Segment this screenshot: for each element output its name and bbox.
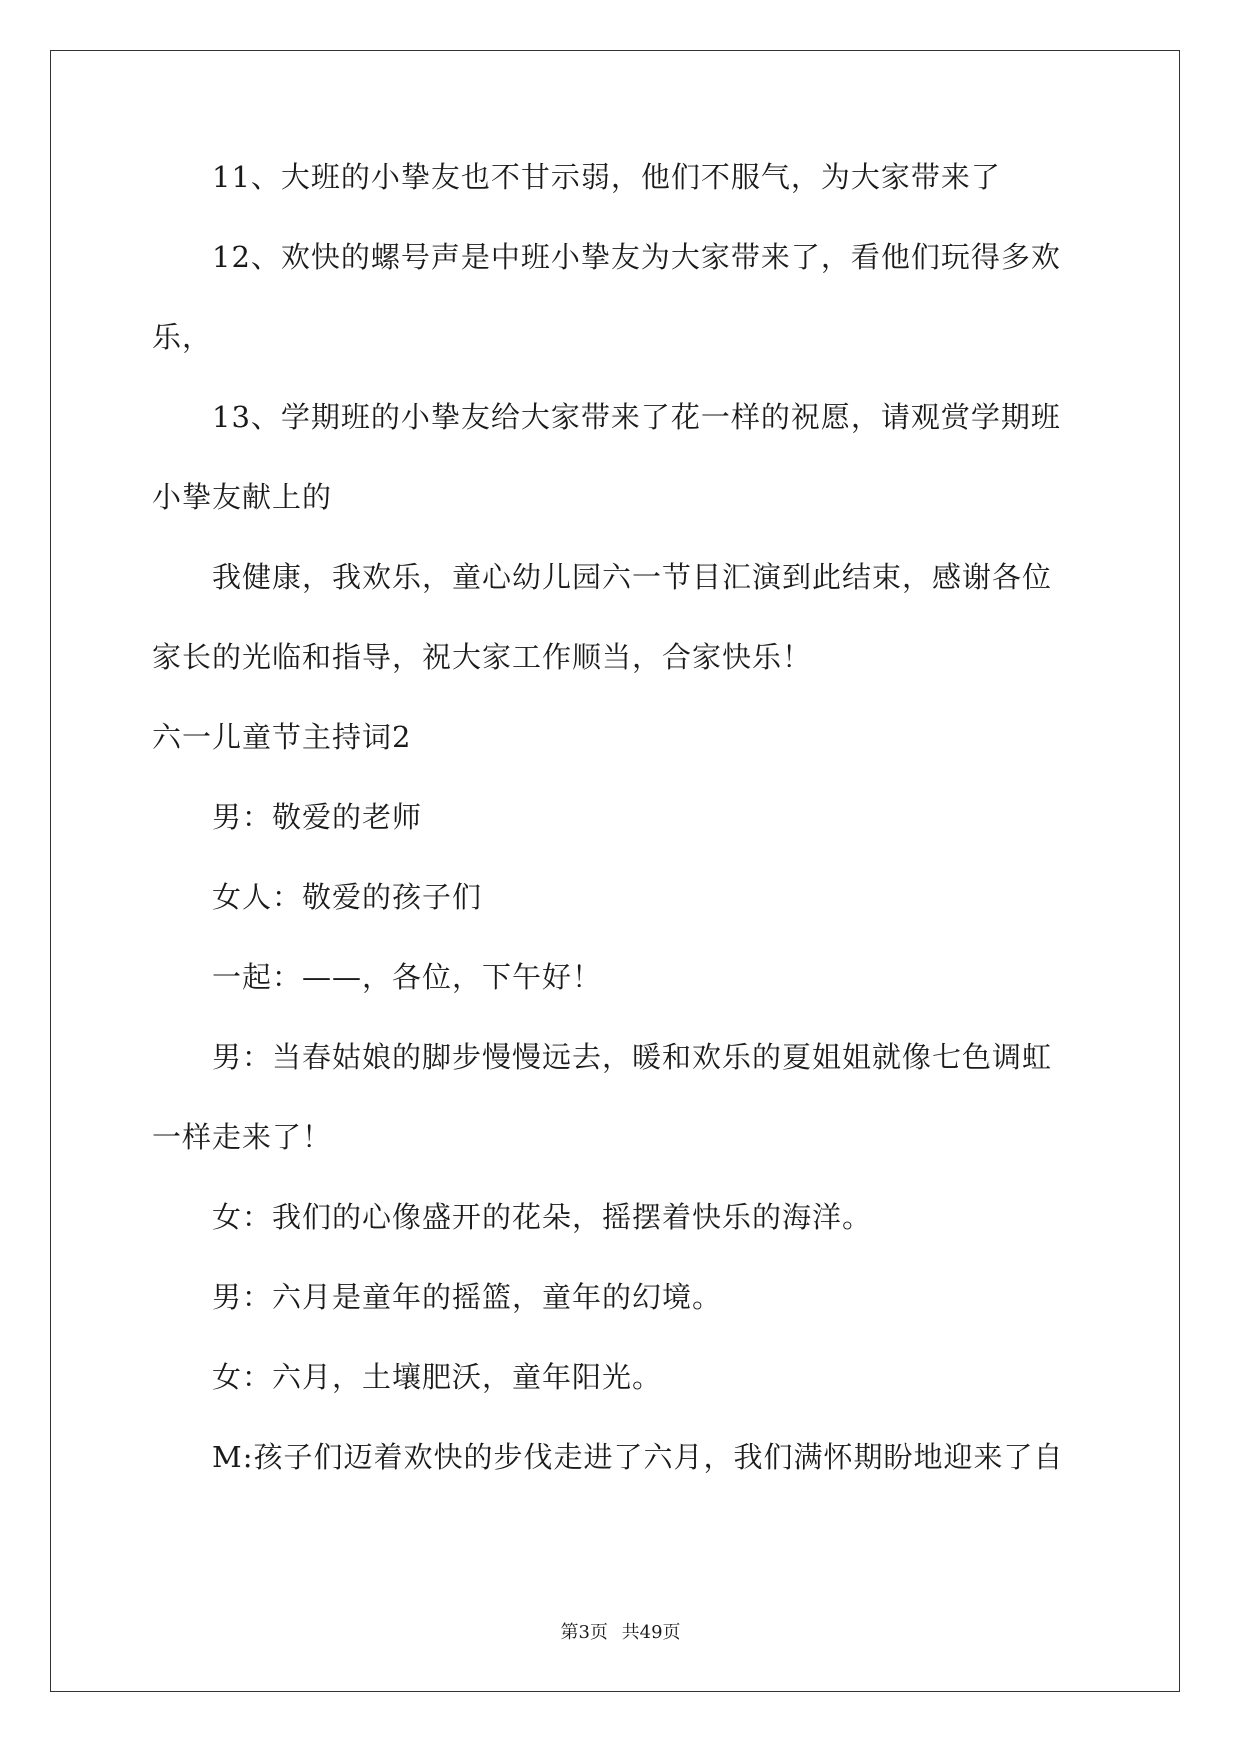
text-line: 我健康，我欢乐，童心幼儿园六一节目汇演到此结束，感谢各位 bbox=[212, 560, 1053, 594]
text-line: 一起：——，各位，下午好！ bbox=[212, 960, 603, 994]
page-number: 第3页 bbox=[560, 1622, 608, 1643]
text-line: 家长的光临和指导，祝大家工作顺当，合家快乐！ bbox=[152, 640, 813, 674]
section-heading: 六一儿童节主持词2 bbox=[152, 720, 412, 754]
text-line: 乐， bbox=[152, 320, 213, 354]
text-line: 一样走来了！ bbox=[152, 1120, 333, 1154]
text-line: 女：我们的心像盛开的花朵，摇摆着快乐的海洋。 bbox=[212, 1200, 873, 1234]
text-line: 男：当春姑娘的脚步慢慢远去，暖和欢乐的夏姐姐就像七色调虹 bbox=[212, 1040, 1053, 1074]
text-line: 男：六月是童年的摇篮，童年的幻境。 bbox=[212, 1280, 723, 1314]
text-line: 13、学期班的小挚友给大家带来了花一样的祝愿，请观赏学期班 bbox=[212, 400, 1061, 434]
text-line: 女：六月，土壤肥沃，童年阳光。 bbox=[212, 1360, 663, 1394]
text-line: 男：敬爱的老师 bbox=[212, 800, 423, 834]
page-footer bbox=[0, 1618, 1241, 1644]
text-line: 12、欢快的螺号声是中班小挚友为大家带来了，看他们玩得多欢 bbox=[212, 240, 1061, 274]
page-total: 共49页 bbox=[621, 1622, 681, 1643]
text-line: 小挚友献上的 bbox=[152, 480, 333, 514]
text-line: 11、大班的小挚友也不甘示弱，他们不服气，为大家带来了 bbox=[212, 160, 1001, 194]
text-line: 女人：敬爱的孩子们 bbox=[212, 880, 483, 914]
document-body bbox=[152, 160, 1087, 1520]
text-line: M:孩子们迈着欢快的步伐走进了六月，我们满怀期盼地迎来了自 bbox=[212, 1440, 1064, 1474]
